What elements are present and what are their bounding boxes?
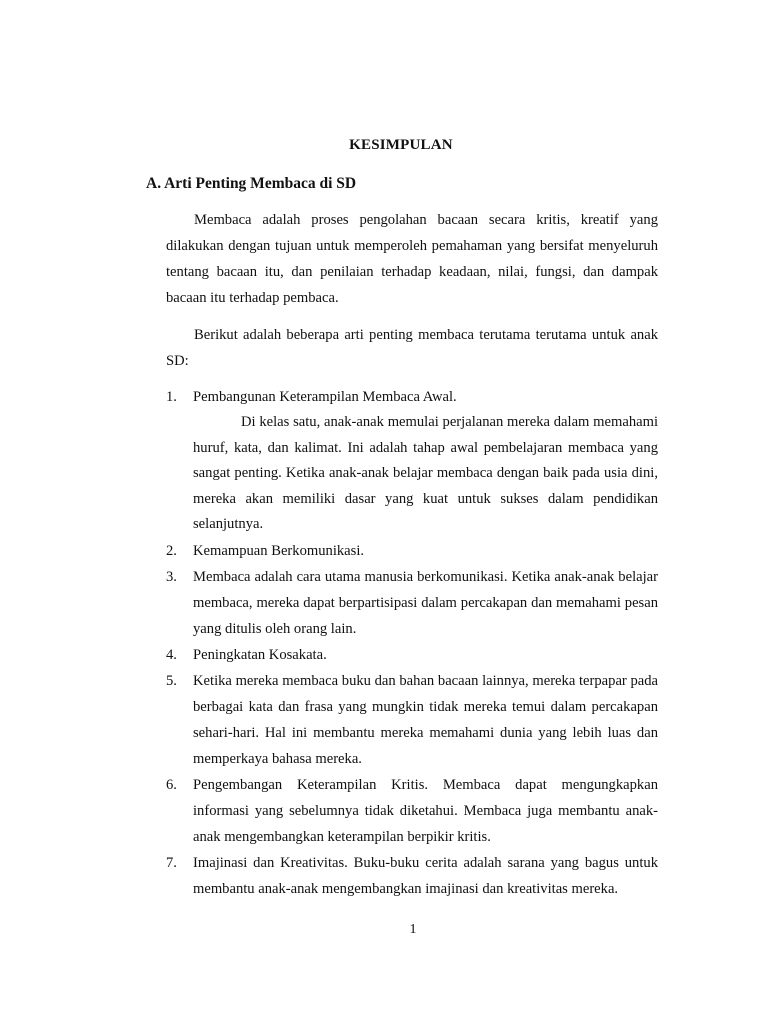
section-heading: A. Arti Penting Membaca di SD [146, 175, 357, 192]
list-item-text: Pengembangan Keterampilan Kritis. Membaca dapat mengungkapkan informasi yang sebelumnya tidak diketahui. Membaca juga membantu anak-anak mengembangkan keterampilan berpikir kritis. [193, 776, 658, 845]
list-item-text: Membaca adalah cara utama manusia berkomunikasi. Ketika anak-anak belajar membaca, mereka dapat berpartisipasi dalam percakapan dan memahami pesan yang ditulis oleh orang lain. [193, 568, 658, 637]
list-item-number: 7. [166, 854, 177, 871]
paragraph-definition: Membaca adalah proses pengolahan bacaan secara kritis, kreatif yang dilakukan dengan tujuan untuk memperoleh pemahaman yang bersifat menyeluruh tentang bacaan itu, dan penilaian terhadap keadaan, nilai, fungsi, dan dampak bacaan itu terhadap pembaca. [166, 212, 658, 306]
list-item [166, 850, 658, 902]
list-item-number: 6. [166, 776, 177, 793]
list-item-number: 3. [166, 568, 177, 585]
list-item-text: Ketika mereka membaca buku dan bahan bacaan lainnya, mereka terpapar pada berbagai kata dan frasa yang mungkin tidak mereka temui dalam percakapan sehari-hari. Hal ini membantu mereka memahami dunia yang lebih luas dan memperkaya bahasa mereka. [193, 672, 658, 767]
list-item [166, 538, 658, 564]
list-item-text: Pembangunan Keterampilan Membaca Awal. [193, 389, 457, 405]
list-item [166, 564, 658, 642]
list-item-text: Kemampuan Berkomunikasi. [193, 542, 365, 559]
list-item [166, 668, 658, 772]
list-item-number: 2. [166, 542, 177, 559]
list-item [166, 772, 658, 850]
list-item-number: 1. [166, 389, 177, 405]
page-title: KESIMPULAN [349, 137, 453, 153]
page-number: 1 [409, 922, 417, 937]
importance-list [166, 384, 658, 902]
list-item [166, 642, 658, 668]
paragraph-intro: Berikut adalah beberapa arti penting membaca terutama terutama untuk anak SD: [166, 327, 658, 369]
list-item [166, 384, 658, 538]
list-item-number: 4. [166, 646, 177, 663]
list-item-text: Imajinasi dan Kreativitas. Buku-buku cerita adalah sarana yang bagus untuk membantu anak-anak mengembangkan imajinasi dan kreativitas mereka. [193, 854, 658, 897]
list-item-text: Peningkatan Kosakata. [193, 646, 327, 663]
list-item-subtext: Di kelas satu, anak-anak memulai perjalanan mereka dalam memahami huruf, kata, dan kalimat. Ini adalah tahap awal pembelajaran membaca yang sangat penting. Ketika anak-anak belajar membaca dengan baik pada usia dini, mereka akan memiliki dasar yang kuat untuk sukses dalam pendidikan selanjutnya. [193, 414, 658, 533]
list-item-number: 5. [166, 672, 177, 689]
